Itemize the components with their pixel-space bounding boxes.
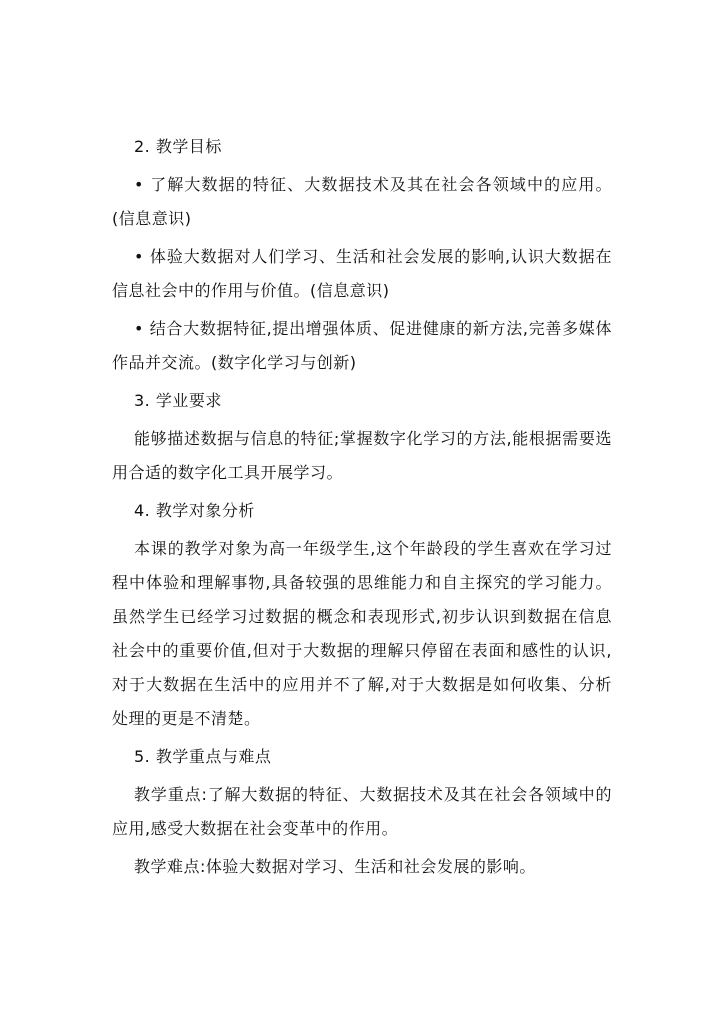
section-heading-academic-requirements: 3. 学业要求 xyxy=(134,391,222,410)
difficult-point-paragraph: 教学难点:体验大数据对学习、生活和社会发展的影响。 xyxy=(134,857,536,876)
document-body xyxy=(112,130,612,884)
section-heading-student-analysis: 4. 教学对象分析 xyxy=(134,501,255,520)
student-analysis-paragraph: 本课的教学对象为高一年级学生,这个年龄段的学生喜欢在学习过程中体验和理解事物,具备较强的思维能力和自主探究的学习能力。虽然学生已经学习过数据的概念和表现形式,初步认识到数据在信息社会中的重要价值,但对于大数据的理解只停留在表面和感性的认识,对于大数据在生活中的应用并不了解,对于大数据是如何收集、分析处理的更是不清楚。 xyxy=(112,539,612,728)
key-point-paragraph: 教学重点:了解大数据的特征、大数据技术及其在社会各领域中的应用,感受大数据在社会变革中的作用。 xyxy=(112,785,612,838)
goal-item-2: • 体验大数据对人们学习、生活和社会发展的影响,认识大数据在信息社会中的作用与价值。(信息意识) xyxy=(112,247,612,300)
goal-item-1: • 了解大数据的特征、大数据技术及其在社会各领域中的应用。(信息意识) xyxy=(112,175,612,228)
section-heading-teaching-goals: 2. 教学目标 xyxy=(134,137,222,156)
academic-requirements-paragraph: 能够描述数据与信息的特征;掌握数字化学习的方法,能根据需要选用合适的数字化工具开展学习。 xyxy=(112,429,612,482)
section-heading-key-points: 5. 教学重点与难点 xyxy=(134,747,272,766)
goal-item-3: • 结合大数据特征,提出增强体质、促进健康的新方法,完善多媒体作品并交流。(数字化学习与创新) xyxy=(112,319,612,372)
